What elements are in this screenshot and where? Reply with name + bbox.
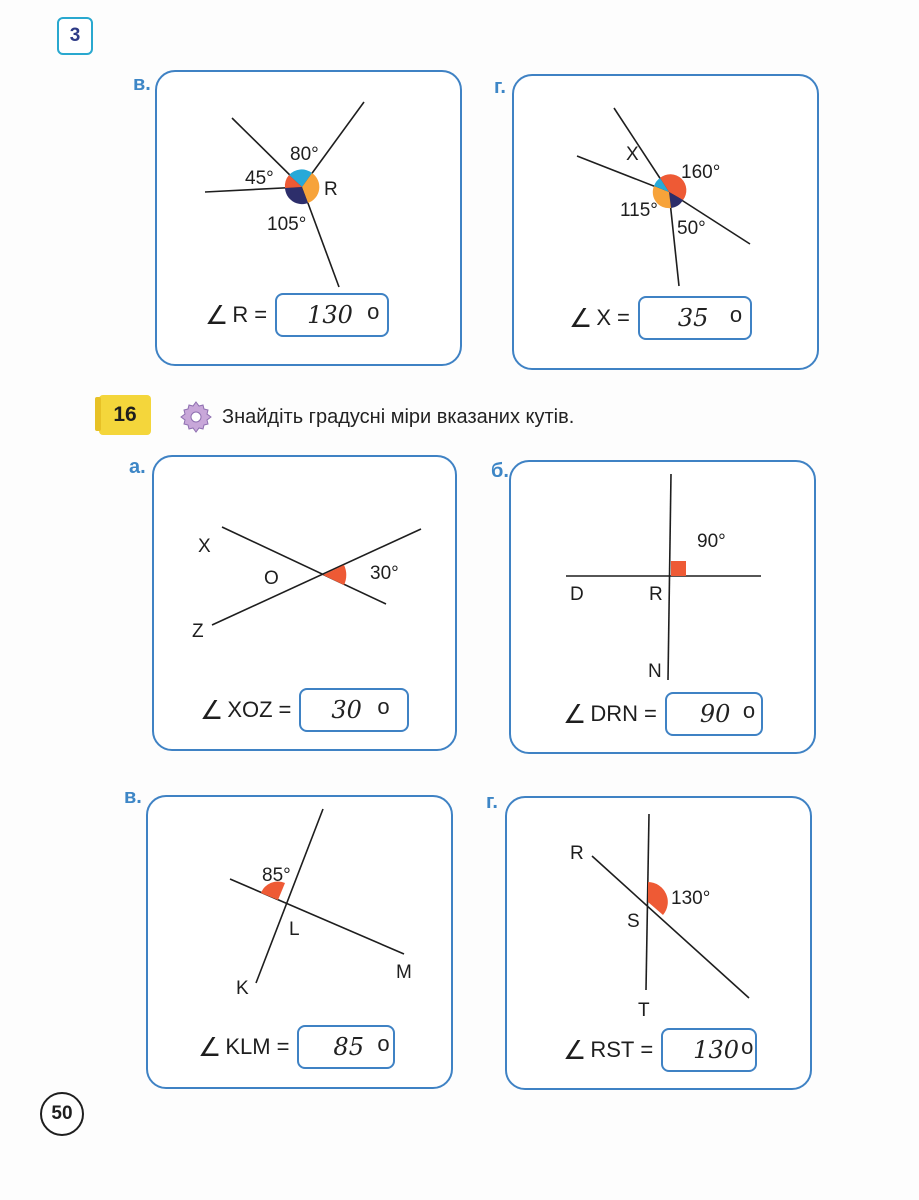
degree-mark: o: [367, 299, 380, 324]
chapter-number: 3: [57, 17, 93, 55]
point-label: X: [198, 536, 211, 557]
degree-mark: o: [377, 694, 390, 719]
answer-field[interactable]: [275, 293, 389, 337]
angle-card-top-v: [155, 70, 462, 366]
point-label: O: [264, 568, 279, 589]
right-angle-mark: [671, 561, 686, 576]
angle-label: 130°: [671, 888, 711, 909]
angle-label: 115°: [620, 200, 658, 221]
degree-mark: o: [741, 1034, 754, 1059]
angle-label: 50°: [677, 218, 706, 239]
angle-card-top-g: [512, 74, 819, 370]
point-label: X: [626, 144, 639, 165]
angle-label: 85°: [262, 865, 291, 886]
angle-label: 90°: [697, 531, 726, 552]
equals-sign: =: [640, 1037, 654, 1062]
angle-symbol: ∠: [200, 695, 224, 725]
card-label: б.: [491, 460, 509, 482]
card-label: г.: [486, 791, 498, 813]
task-instruction: Знайдіть градусні міри вказаних кутів.: [222, 406, 575, 428]
answer-angle-name: KLM: [225, 1034, 271, 1059]
answer-row: [563, 692, 763, 736]
degree-mark: o: [729, 302, 743, 327]
degree-mark: o: [377, 1031, 390, 1056]
angle-label: 80°: [290, 144, 319, 165]
point-label: T: [638, 1000, 650, 1021]
angle-label: 30°: [370, 563, 399, 584]
degree-mark: o: [742, 698, 756, 723]
answer-row: [563, 1028, 757, 1072]
angle-symbol: ∠: [563, 699, 587, 729]
angle-symbol: ∠: [563, 1035, 587, 1065]
answer-row: [569, 296, 752, 340]
equals-sign: =: [617, 305, 630, 330]
answer-value: 35: [677, 304, 709, 332]
answer-field[interactable]: [661, 1028, 757, 1072]
angle-symbol: ∠: [198, 1032, 222, 1062]
angle-symbol: ∠: [569, 303, 593, 333]
point-label: R: [324, 179, 338, 200]
angle-card-v: [146, 795, 453, 1089]
answer-field[interactable]: [665, 692, 763, 736]
answer-row: [198, 1025, 395, 1069]
point-label: S: [627, 911, 640, 932]
answer-value: 130: [693, 1036, 739, 1064]
angle-symbol: ∠: [205, 300, 229, 330]
answer-row: [200, 688, 409, 732]
card-label: г.: [494, 76, 506, 98]
card-label: в.: [124, 786, 142, 808]
point-label: D: [570, 584, 584, 605]
answer-angle-name: RST: [590, 1037, 635, 1062]
equals-sign: =: [643, 701, 657, 726]
angle-label: 160°: [681, 162, 721, 183]
answer-angle-name: XOZ: [227, 697, 273, 722]
answer-value: 90: [699, 700, 731, 728]
page-number: 50: [40, 1092, 84, 1136]
task-number-badge: 16: [99, 395, 151, 435]
point-label: R: [570, 843, 584, 864]
angle-label: 45°: [245, 168, 274, 189]
answer-angle-name: X: [596, 305, 611, 330]
angle-card-g: [505, 796, 812, 1090]
equals-sign: =: [278, 697, 292, 722]
point-label: M: [396, 962, 412, 983]
answer-value: 130: [307, 301, 353, 329]
point-label: L: [289, 919, 300, 940]
angle-label: 105°: [267, 214, 307, 235]
card-label: в.: [133, 73, 151, 95]
answer-row: [205, 293, 389, 337]
angle-card-b: [509, 460, 816, 754]
equals-sign: =: [254, 302, 268, 327]
answer-value: 30: [331, 696, 362, 724]
point-label: Z: [192, 621, 204, 642]
gear-icon: [178, 399, 214, 435]
equals-sign: =: [276, 1034, 290, 1059]
answer-angle-name: DRN: [590, 701, 638, 726]
card-label: а.: [129, 456, 146, 478]
point-label: N: [648, 661, 662, 682]
answer-field[interactable]: [299, 688, 409, 732]
answer-value: 85: [333, 1033, 364, 1061]
angle-card-a: [152, 455, 457, 751]
answer-angle-name: R: [232, 302, 249, 327]
point-label: K: [236, 978, 249, 999]
point-label: R: [649, 584, 663, 605]
answer-field[interactable]: [297, 1025, 395, 1069]
answer-field[interactable]: [638, 296, 752, 340]
